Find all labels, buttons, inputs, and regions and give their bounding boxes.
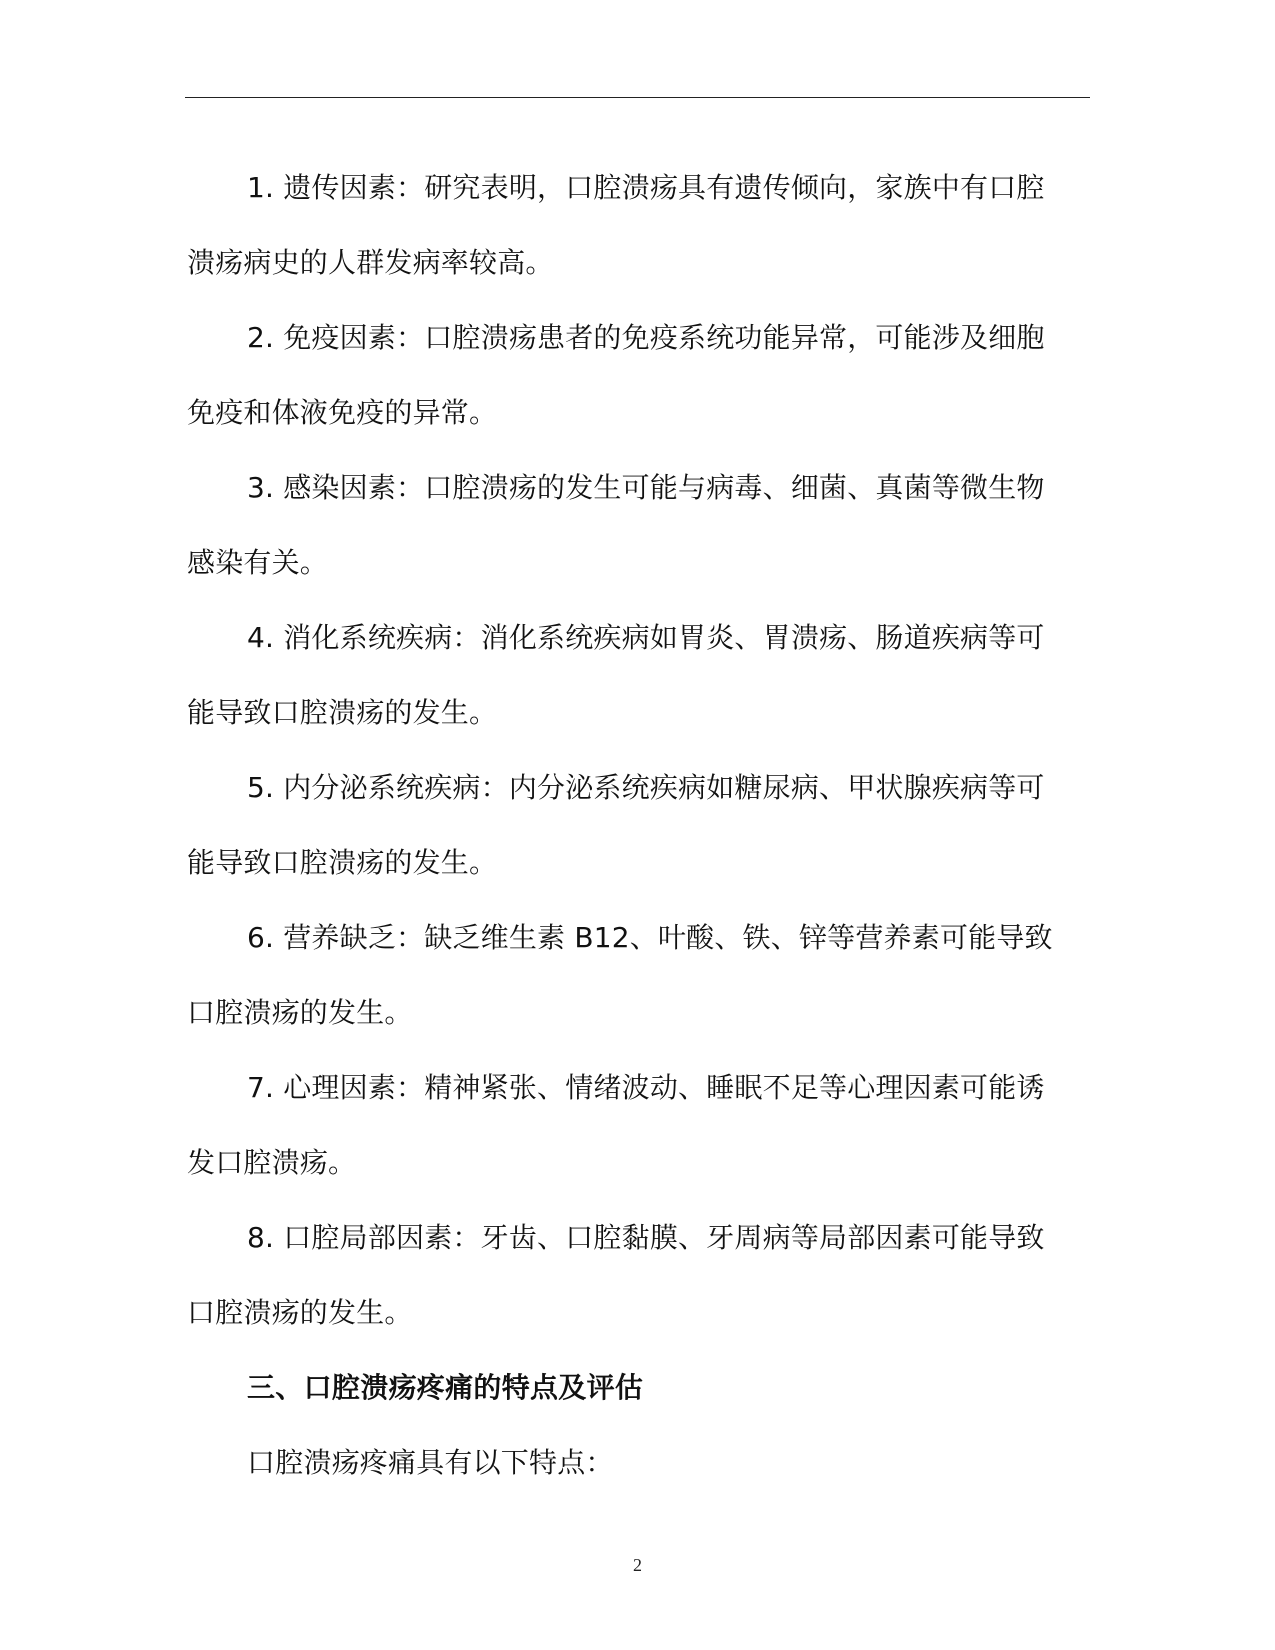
page-body xyxy=(187,150,1067,1500)
intro-line: 口腔溃疡疼痛具有以下特点： xyxy=(247,1446,614,1479)
header-rule xyxy=(185,97,1090,98)
paragraph-genetic-factors: 1. 遗传因素：研究表明，口腔溃疡具有遗传倾向，家族中有口腔溃疡病史的人群发病率较高。 xyxy=(187,171,1045,279)
page-number: 2 xyxy=(633,1555,642,1575)
section-heading: 三、口腔溃疡疼痛的特点及评估 xyxy=(247,1371,644,1404)
paragraph-infection-factors: 3. 感染因素：口腔溃疡的发生可能与病毒、细菌、真菌等微生物感染有关。 xyxy=(187,471,1045,579)
paragraph-endocrine-diseases: 5. 内分泌系统疾病：内分泌系统疾病如糖尿病、甲状腺疾病等可能导致口腔溃疡的发生。 xyxy=(187,771,1045,879)
paragraph-nutrition-deficiency: 6. 营养缺乏：缺乏维生素 B12、叶酸、铁、锌等营养素可能导致口腔溃疡的发生。 xyxy=(187,921,1053,1029)
paragraph-immune-factors: 2. 免疫因素：口腔溃疡患者的免疫系统功能异常，可能涉及细胞免疫和体液免疫的异常。 xyxy=(187,321,1045,429)
paragraph-psychological-factors: 7. 心理因素：精神紧张、情绪波动、睡眠不足等心理因素可能诱发口腔溃疡。 xyxy=(187,1071,1045,1179)
paragraph-digestive-diseases: 4. 消化系统疾病：消化系统疾病如胃炎、胃溃疡、肠道疾病等可能导致口腔溃疡的发生。 xyxy=(187,621,1045,729)
paragraph-local-oral-factors: 8. 口腔局部因素：牙齿、口腔黏膜、牙周病等局部因素可能导致口腔溃疡的发生。 xyxy=(187,1221,1045,1329)
